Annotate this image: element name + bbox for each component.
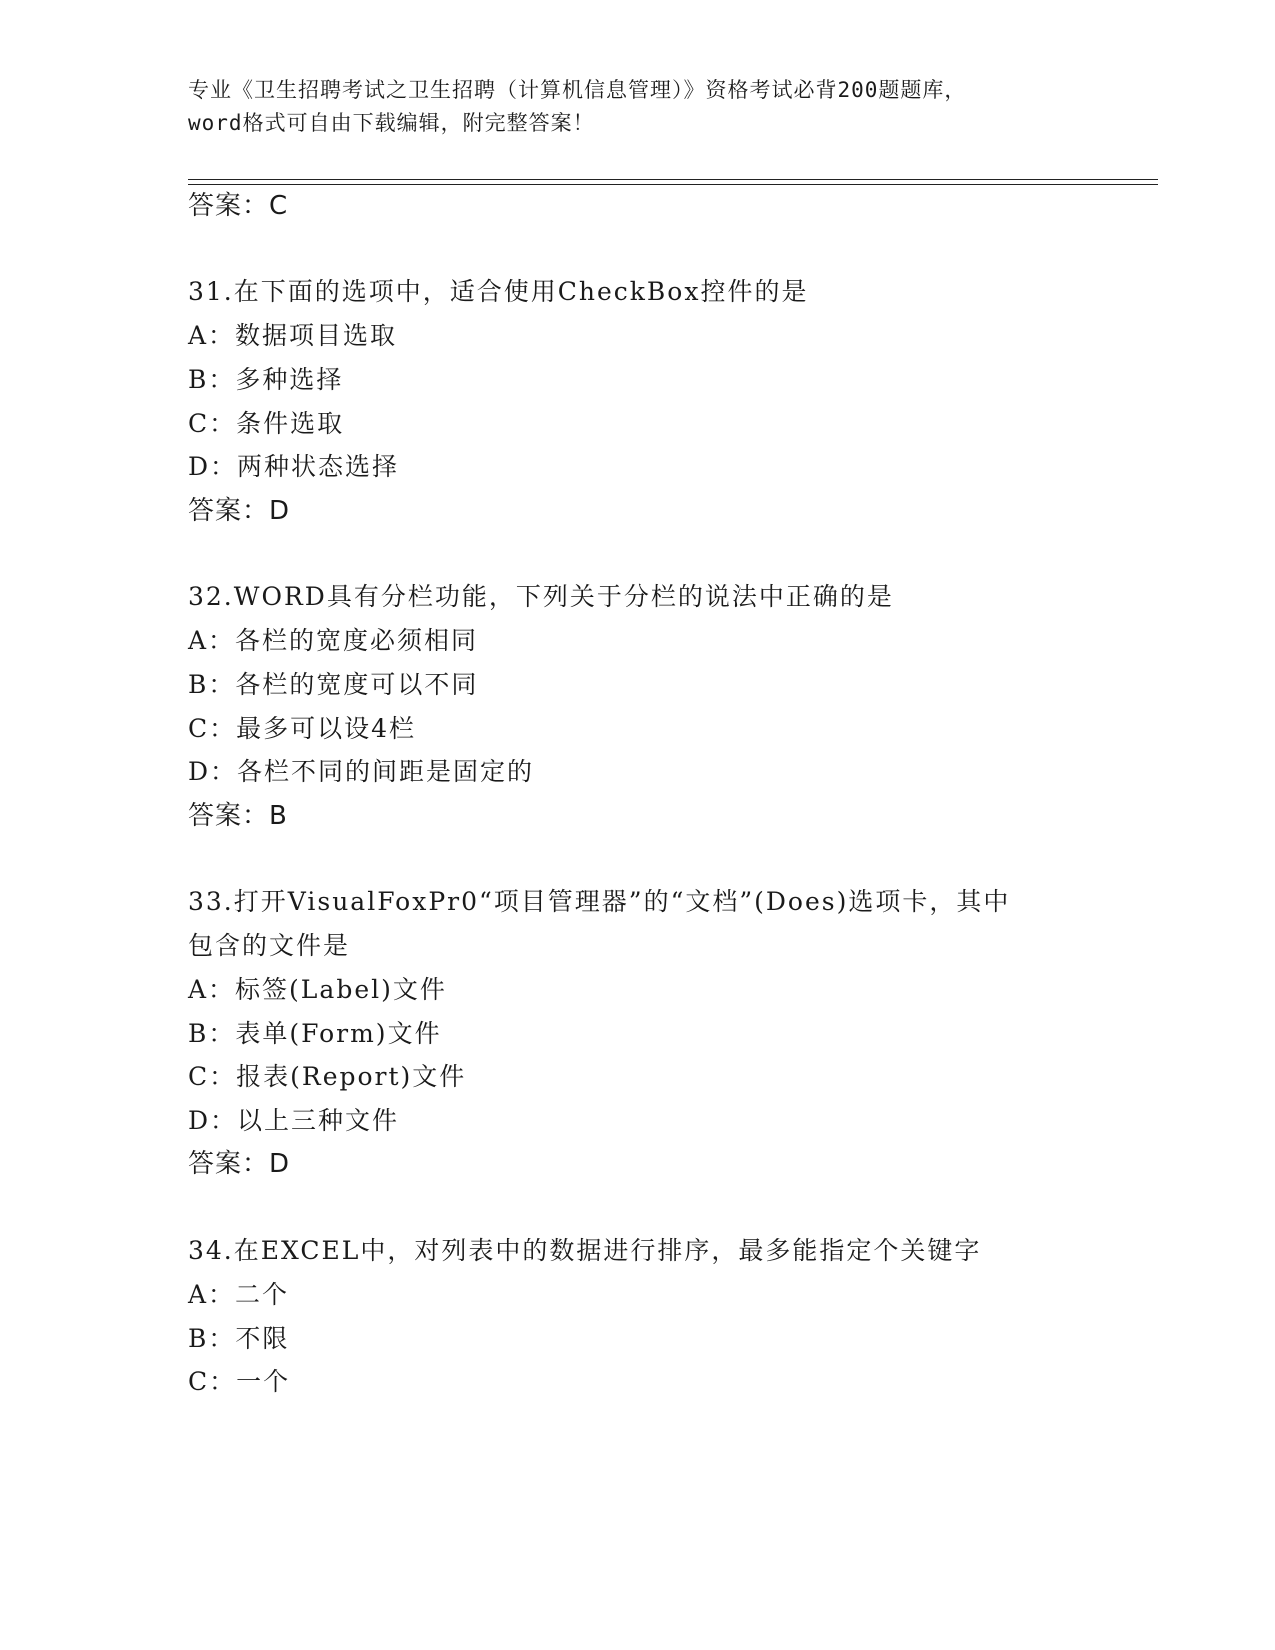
header-divider-bottom: [188, 184, 1158, 185]
document-header: [188, 74, 1088, 140]
q33-option-b: B：表单(Form)文件: [188, 1019, 442, 1048]
q33-answer: 答案：D: [188, 1149, 291, 1179]
q33-option-d: D：以上三种文件: [188, 1106, 400, 1135]
q30-answer: 答案：C: [188, 191, 289, 221]
q33-option-a: A：标签(Label)文件: [188, 975, 447, 1004]
q31-option-a: A：数据项目选取: [188, 321, 398, 350]
q31-option-c: C：条件选取: [188, 409, 345, 438]
q34-option-b: B：不限: [188, 1324, 290, 1353]
q32-question: 32.WORD具有分栏功能，下列关于分栏的说法中正确的是: [188, 582, 894, 611]
q31-answer: 答案：D: [188, 496, 291, 526]
q34-option-a: A：二个: [188, 1280, 290, 1309]
q34-option-c: C：一个: [188, 1367, 291, 1396]
q32-answer: 答案：B: [188, 801, 288, 831]
q31-question: 31.在下面的选项中，适合使用CheckBox控件的是: [188, 277, 809, 306]
q32-option-c: C：最多可以设4栏: [188, 714, 417, 743]
q31-option-d: D：两种状态选择: [188, 452, 400, 481]
q33-option-c: C：报表(Report)文件: [188, 1062, 467, 1091]
q34-question: 34.在EXCEL中，对列表中的数据进行排序，最多能指定个关键字: [188, 1236, 982, 1265]
q32-option-d: D：各栏不同的间距是固定的: [188, 757, 535, 786]
q33-question-line-1: 33.打开VisualFoxPr0“项目管理器”的“文档”(Does)选项卡，其中: [188, 887, 1011, 916]
q32-option-b: B：各栏的宽度可以不同: [188, 670, 479, 699]
header-line-1: 专业《卫生招聘考试之卫生招聘（计算机信息管理）》资格考试必背200题题库，: [188, 78, 967, 102]
header-line-2: word格式可自由下载编辑，附完整答案！: [188, 111, 595, 135]
header-divider-top: [188, 179, 1158, 180]
q31-option-b: B：多种选择: [188, 365, 344, 394]
q33-question-line-2: 包含的文件是: [188, 931, 351, 960]
q32-option-a: A：各栏的宽度必须相同: [188, 626, 479, 655]
